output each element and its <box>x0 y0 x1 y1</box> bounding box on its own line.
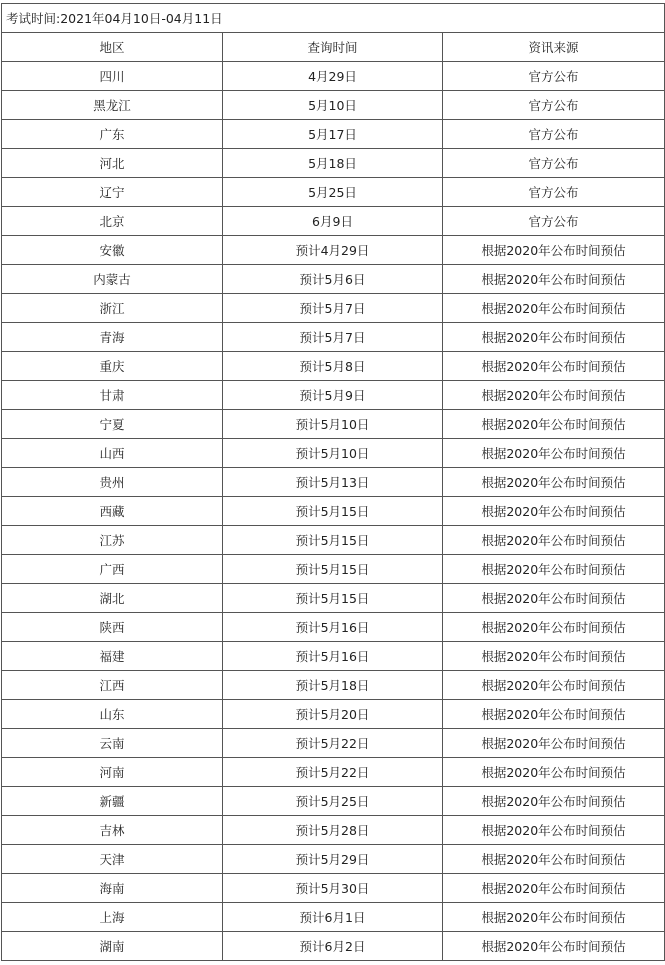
region-cell: 浙江 <box>2 294 223 323</box>
region-cell: 新疆 <box>2 787 223 816</box>
table-row <box>2 294 665 323</box>
source-cell: 根据2020年公布时间预估 <box>443 613 665 642</box>
region-cell: 安徽 <box>2 236 223 265</box>
table-row <box>2 236 665 265</box>
header-row <box>2 33 665 62</box>
header-region: 地区 <box>2 33 223 62</box>
region-cell: 北京 <box>2 207 223 236</box>
table-row <box>2 62 665 91</box>
source-cell: 根据2020年公布时间预估 <box>443 381 665 410</box>
query-time-cell: 预计6月2日 <box>223 932 443 961</box>
source-cell: 根据2020年公布时间预估 <box>443 468 665 497</box>
query-time-cell: 预计5月6日 <box>223 265 443 294</box>
page <box>0 3 665 965</box>
region-cell: 广西 <box>2 555 223 584</box>
query-time-cell: 预计5月16日 <box>223 613 443 642</box>
query-time-cell: 预计5月22日 <box>223 758 443 787</box>
source-cell: 官方公布 <box>443 120 665 149</box>
region-cell: 山东 <box>2 700 223 729</box>
table-row <box>2 729 665 758</box>
query-time-cell: 预计5月15日 <box>223 497 443 526</box>
table-row <box>2 671 665 700</box>
region-cell: 江苏 <box>2 526 223 555</box>
source-cell: 官方公布 <box>443 91 665 120</box>
table-row <box>2 381 665 410</box>
region-cell: 河南 <box>2 758 223 787</box>
source-cell: 根据2020年公布时间预估 <box>443 323 665 352</box>
query-time-cell: 5月17日 <box>223 120 443 149</box>
table-row <box>2 149 665 178</box>
query-time-cell: 预计5月10日 <box>223 439 443 468</box>
query-time-cell: 预计5月8日 <box>223 352 443 381</box>
table-row <box>2 265 665 294</box>
table-row <box>2 932 665 961</box>
source-cell: 根据2020年公布时间预估 <box>443 526 665 555</box>
table-row <box>2 526 665 555</box>
region-cell: 陕西 <box>2 613 223 642</box>
region-cell: 湖南 <box>2 932 223 961</box>
source-cell: 官方公布 <box>443 149 665 178</box>
source-cell: 官方公布 <box>443 62 665 91</box>
region-cell: 吉林 <box>2 816 223 845</box>
query-time-cell: 预计5月25日 <box>223 787 443 816</box>
source-cell: 根据2020年公布时间预估 <box>443 439 665 468</box>
table-row <box>2 758 665 787</box>
region-cell: 西藏 <box>2 497 223 526</box>
header-query-time: 查询时间 <box>223 33 443 62</box>
query-time-cell: 预计5月16日 <box>223 642 443 671</box>
query-time-cell: 预计5月9日 <box>223 381 443 410</box>
region-cell: 云南 <box>2 729 223 758</box>
source-cell: 根据2020年公布时间预估 <box>443 352 665 381</box>
query-time-cell: 预计5月22日 <box>223 729 443 758</box>
query-time-cell: 预计4月29日 <box>223 236 443 265</box>
region-cell: 重庆 <box>2 352 223 381</box>
query-time-cell: 5月10日 <box>223 91 443 120</box>
header-source: 资讯来源 <box>443 33 665 62</box>
source-cell: 根据2020年公布时间预估 <box>443 729 665 758</box>
query-time-cell: 预计5月13日 <box>223 468 443 497</box>
region-cell: 黑龙江 <box>2 91 223 120</box>
query-time-cell: 6月9日 <box>223 207 443 236</box>
source-cell: 根据2020年公布时间预估 <box>443 265 665 294</box>
source-cell: 根据2020年公布时间预估 <box>443 294 665 323</box>
query-time-cell: 预计5月20日 <box>223 700 443 729</box>
table-row <box>2 787 665 816</box>
table-row <box>2 613 665 642</box>
query-time-cell: 预计5月10日 <box>223 410 443 439</box>
source-cell: 根据2020年公布时间预估 <box>443 903 665 932</box>
source-cell: 根据2020年公布时间预估 <box>443 758 665 787</box>
region-cell: 山西 <box>2 439 223 468</box>
table-row <box>2 439 665 468</box>
source-cell: 根据2020年公布时间预估 <box>443 787 665 816</box>
query-time-cell: 4月29日 <box>223 62 443 91</box>
table-row <box>2 352 665 381</box>
region-cell: 广东 <box>2 120 223 149</box>
table-row <box>2 874 665 903</box>
region-cell: 海南 <box>2 874 223 903</box>
table-row <box>2 816 665 845</box>
region-cell: 宁夏 <box>2 410 223 439</box>
query-time-cell: 5月18日 <box>223 149 443 178</box>
region-cell: 江西 <box>2 671 223 700</box>
source-cell: 官方公布 <box>443 178 665 207</box>
query-time-cell: 预计5月7日 <box>223 323 443 352</box>
source-cell: 根据2020年公布时间预估 <box>443 932 665 961</box>
query-time-cell: 预计5月30日 <box>223 874 443 903</box>
table-row <box>2 584 665 613</box>
region-cell: 天津 <box>2 845 223 874</box>
table-row <box>2 700 665 729</box>
exam-time-caption: 考试时间:2021年04月10日-04月11日 <box>2 4 665 33</box>
query-time-cell: 预计5月15日 <box>223 584 443 613</box>
query-time-cell: 预计5月18日 <box>223 671 443 700</box>
source-cell: 根据2020年公布时间预估 <box>443 700 665 729</box>
region-cell: 河北 <box>2 149 223 178</box>
query-time-cell: 预计6月1日 <box>223 903 443 932</box>
region-cell: 辽宁 <box>2 178 223 207</box>
table-row <box>2 555 665 584</box>
region-cell: 贵州 <box>2 468 223 497</box>
table-row <box>2 642 665 671</box>
table-row <box>2 497 665 526</box>
region-cell: 湖北 <box>2 584 223 613</box>
table-body <box>2 4 665 961</box>
query-time-cell: 预计5月28日 <box>223 816 443 845</box>
region-cell: 内蒙古 <box>2 265 223 294</box>
query-time-cell: 预计5月15日 <box>223 526 443 555</box>
query-time-cell: 预计5月15日 <box>223 555 443 584</box>
source-cell: 根据2020年公布时间预估 <box>443 671 665 700</box>
source-cell: 根据2020年公布时间预估 <box>443 816 665 845</box>
table-row <box>2 91 665 120</box>
source-cell: 根据2020年公布时间预估 <box>443 236 665 265</box>
source-cell: 根据2020年公布时间预估 <box>443 845 665 874</box>
source-cell: 根据2020年公布时间预估 <box>443 555 665 584</box>
table-row <box>2 323 665 352</box>
table-row <box>2 903 665 932</box>
table-row <box>2 845 665 874</box>
score-query-table <box>1 3 665 961</box>
query-time-cell: 5月25日 <box>223 178 443 207</box>
region-cell: 四川 <box>2 62 223 91</box>
source-cell: 官方公布 <box>443 207 665 236</box>
table-row <box>2 120 665 149</box>
table-row <box>2 207 665 236</box>
table-row <box>2 410 665 439</box>
region-cell: 福建 <box>2 642 223 671</box>
query-time-cell: 预计5月29日 <box>223 845 443 874</box>
query-time-cell: 预计5月7日 <box>223 294 443 323</box>
caption-row <box>2 4 665 33</box>
table-row <box>2 468 665 497</box>
source-cell: 根据2020年公布时间预估 <box>443 584 665 613</box>
region-cell: 上海 <box>2 903 223 932</box>
source-cell: 根据2020年公布时间预估 <box>443 874 665 903</box>
source-cell: 根据2020年公布时间预估 <box>443 497 665 526</box>
source-cell: 根据2020年公布时间预估 <box>443 642 665 671</box>
table-row <box>2 178 665 207</box>
region-cell: 甘肃 <box>2 381 223 410</box>
region-cell: 青海 <box>2 323 223 352</box>
source-cell: 根据2020年公布时间预估 <box>443 410 665 439</box>
